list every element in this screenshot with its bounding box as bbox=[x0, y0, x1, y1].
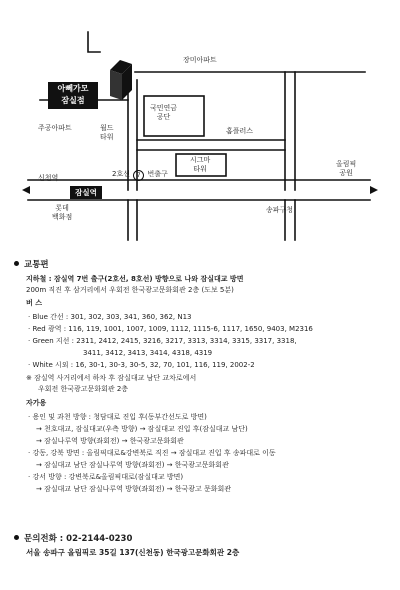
arrow-right bbox=[370, 186, 378, 194]
location-map bbox=[0, 0, 400, 248]
label-jugong: 주공아파트 bbox=[38, 124, 72, 132]
label-lotte bbox=[52, 204, 72, 222]
bus-note-1: ※ 잠실역 사거리에서 하차 후 잠실대교 남단 교차로에서 bbox=[26, 374, 197, 382]
bullet-icon bbox=[14, 261, 19, 266]
label-olympic bbox=[336, 160, 356, 178]
label-olympic-line2: 공원 bbox=[339, 169, 353, 177]
bus-title: 버 스 bbox=[26, 299, 42, 307]
contact-heading bbox=[14, 532, 132, 544]
arrow-left bbox=[22, 186, 30, 194]
car-line-2: → 천호대교, 잠실대교(우측 방향) → 잠실대교 진입 후(잠실대교 남단) bbox=[36, 425, 248, 433]
car-line-1: · 용인 및 과천 방향 : 청담대로 진입 후(동부간선도로 방면) bbox=[28, 413, 207, 421]
label-lotte-line2: 백화점 bbox=[52, 213, 73, 221]
bus-note-2: 우회전 한국광고문화회관 2층 bbox=[38, 385, 129, 393]
label-sigma-line2: 타워 bbox=[193, 165, 207, 173]
label-olympic-line1: 올림픽 bbox=[336, 160, 357, 168]
label-exit-suffix: 번출구 bbox=[147, 170, 168, 178]
landmark-tag-line1: 아뻬가모 bbox=[57, 84, 89, 93]
bus-line-white: · White 시외 : 16, 30-1, 30-3, 30-5, 32, 70, 101, 116, 119, 2002-2 bbox=[28, 361, 255, 369]
bus-line-red: · Red 광역 : 116, 119, 1001, 1007, 1009, 1112, 1115-6, 1117, 1650, 9403, M2316 bbox=[28, 325, 313, 333]
landmark-tag bbox=[48, 82, 98, 109]
label-pension-line2: 공단 bbox=[156, 113, 171, 121]
label-world-line2: 타워 bbox=[100, 133, 114, 141]
road-corner bbox=[88, 32, 100, 52]
label-lotte-line1: 롯데 bbox=[55, 204, 69, 212]
label-sigma-line1: 시그마 bbox=[190, 156, 211, 164]
transport-title: 교통편 bbox=[24, 260, 49, 270]
contact-phone: 문의전화 : 02-2144-0230 bbox=[24, 534, 133, 544]
car-line-4: · 강동, 강북 방면 : 올림픽대로&강변북로 직진 → 잠실대교 진입 후 송파대로 이동 bbox=[28, 449, 276, 457]
bus-line-green: · Green 지선 : 2311, 2412, 2415, 3216, 3217, 3313, 3314, 3315, 3317, 3318, bbox=[28, 337, 297, 345]
car-line-3: → 잠실나루역 방향(좌회전) → 한국광고문화회관 bbox=[36, 437, 184, 445]
subway-line-1: 지하철 : 잠실역 7번 출구(2호선, 8호선) 방향으로 나와 잠실대교 방면 bbox=[26, 275, 244, 283]
transport-heading bbox=[14, 258, 49, 270]
label-exit-line: 2호선 bbox=[112, 170, 130, 178]
subway-line-2: 200m 직진 후 삼거리에서 우회전 한국광고문화회관 2층 (도보 5분) bbox=[26, 286, 234, 294]
car-line-7: → 잠실대교 남단 잠실나루역 방향(좌회전) → 한국광고 문화회관 bbox=[36, 485, 232, 493]
bullet-icon bbox=[14, 535, 19, 540]
car-title: 자가용 bbox=[26, 399, 47, 407]
bus-line-blue: · Blue 간선 : 301, 302, 303, 341, 360, 362, N13 bbox=[28, 313, 192, 321]
station-tag: 잠실역 bbox=[70, 186, 102, 199]
bus-line-green-cont: 3411, 3412, 3413, 3414, 4318, 4319 bbox=[83, 349, 213, 357]
label-exit bbox=[112, 170, 168, 181]
car-line-6: · 강서 방향 : 강변북로&올림픽대로(잠실대교 방면) bbox=[28, 473, 184, 481]
landmark-tag-line2: 잠실점 bbox=[61, 96, 85, 105]
car-line-5: → 잠실대교 남단 잠실나루역 방향(좌회전) → 한국광고문화회관 bbox=[36, 461, 229, 469]
label-pension-line1: 국민연금 bbox=[150, 104, 178, 112]
label-world-line1: 월드 bbox=[100, 124, 114, 132]
label-homeplus: 홈플러스 bbox=[226, 127, 254, 135]
label-jangmi: 장미아파트 bbox=[183, 56, 217, 64]
label-songpa: 송파구청 bbox=[266, 206, 294, 214]
label-world bbox=[100, 124, 114, 142]
exit-number-badge: 7 bbox=[133, 170, 144, 181]
label-pension bbox=[150, 104, 177, 122]
label-sinchon: 신천역 bbox=[38, 174, 59, 182]
label-sigma bbox=[190, 156, 210, 174]
contact-address: 서울 송파구 올림픽로 35길 137(신천동) 한국광고문화회관 2층 bbox=[26, 548, 240, 557]
